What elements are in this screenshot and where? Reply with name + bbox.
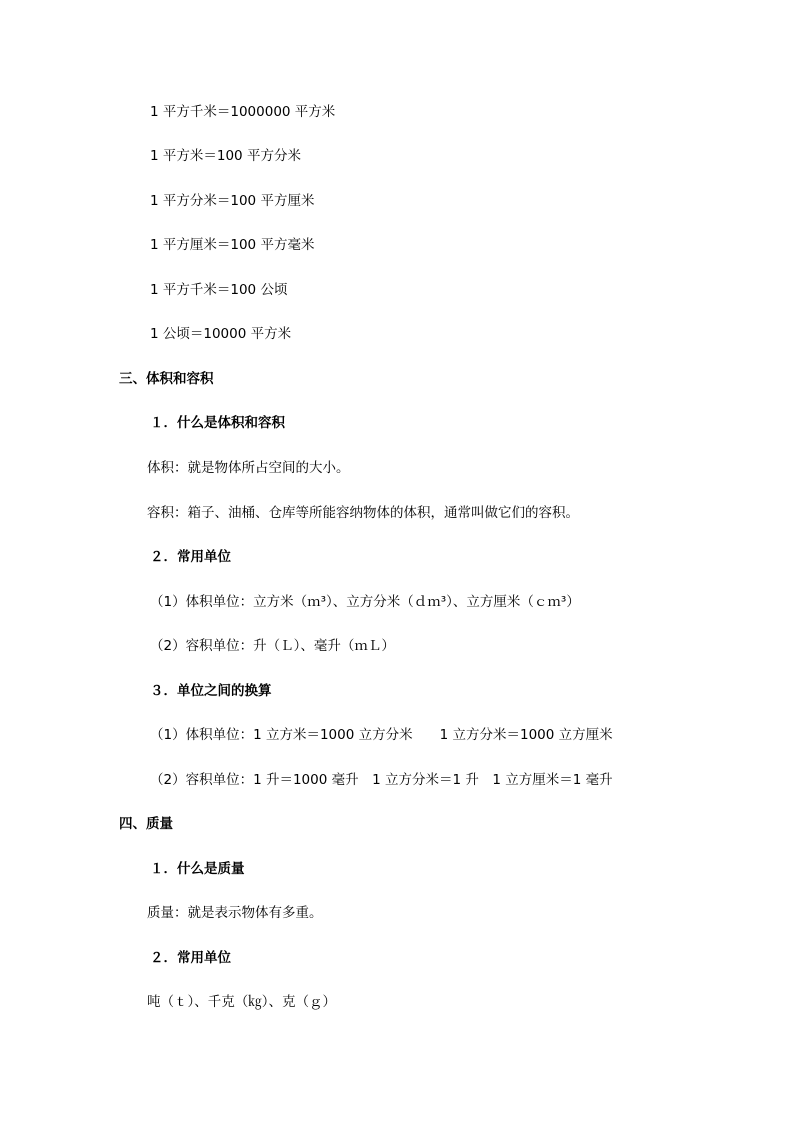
area-conversion-line: 1 平方千米＝1000000 平方米 <box>150 104 336 120</box>
capacity-conversion-line: （2）容积单位：1 升＝1000 毫升 1 立方分米＝1 升 1 立方厘米＝1 毫升 <box>150 772 613 788</box>
volume-conversion-line: （1）体积单位：1 立方米＝1000 立方分米 1 立方分米＝1000 立方厘米 <box>150 727 613 743</box>
capacity-units-line: （2）容积单位：升（Ｌ）、毫升（ｍＬ） <box>150 638 395 654</box>
mass-definition: 质量：就是表示物体有多重。 <box>147 905 323 921</box>
section-4-1-heading: １．什么是质量 <box>150 861 245 877</box>
section-3-1-heading: １．什么是体积和容积 <box>150 415 285 431</box>
volume-definition: 体积：就是物体所占空间的大小。 <box>147 460 350 476</box>
area-conversion-line: 1 平方千米＝100 公顷 <box>150 282 288 298</box>
capacity-definition: 容积：箱子、油桶、仓库等所能容纳物体的体积，通常叫做它们的容积。 <box>147 505 579 521</box>
volume-units-line: （1）体积单位：立方米（ｍ³）、立方分米（ｄｍ³）、立方厘米（ｃｍ³） <box>150 594 580 610</box>
area-conversion-line: 1 公顷＝10000 平方米 <box>150 326 292 342</box>
section-3-2-heading: ２．常用单位 <box>150 549 231 565</box>
mass-units-line: 吨（ｔ）、千克（㎏）、克（ｇ） <box>147 994 336 1010</box>
area-conversion-line: 1 平方分米＝100 平方厘米 <box>150 193 315 209</box>
section-3-3-heading: ３．单位之间的换算 <box>150 683 272 699</box>
area-conversion-line: 1 平方米＝100 平方分米 <box>150 148 301 164</box>
section-4-heading: 四、质量 <box>119 816 173 832</box>
section-3-heading: 三、体积和容积 <box>119 371 214 387</box>
section-4-2-heading: ２．常用单位 <box>150 950 231 966</box>
area-conversion-line: 1 平方厘米＝100 平方毫米 <box>150 237 315 253</box>
